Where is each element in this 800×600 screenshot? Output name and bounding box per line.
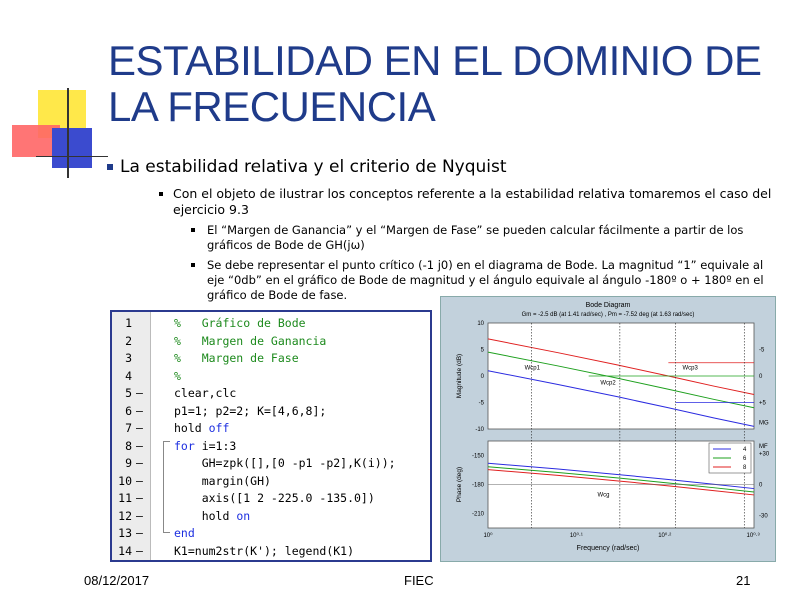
gain-margin-label: MG — [759, 420, 769, 427]
bullet-level1 — [120, 157, 507, 177]
mag-ytick-label: -10 — [475, 427, 484, 433]
code-line — [112, 456, 430, 474]
code-text: GH=zpk([],[0 -p1 -p2],K(i)); — [174, 456, 396, 470]
breakpoint-marker: – — [136, 473, 143, 488]
phase-margin-label: -30 — [759, 513, 768, 520]
xtick-label: 10⁰·² — [658, 533, 672, 539]
code-line — [112, 386, 430, 404]
bullet-level3-a-text: El “Margen de Ganancia” y el “Margen de Fase” se pueden calcular fácilmente a partir de los gráficos de Bode de GH(jω) — [207, 223, 744, 252]
breakpoint-marker: – — [136, 526, 143, 540]
code-line — [112, 421, 430, 439]
breakpoint-marker: – — [136, 543, 143, 558]
breakpoint-marker: – — [136, 403, 143, 418]
mag-ytick-label: 0 — [480, 374, 484, 380]
wcg-annotation: Wcg — [597, 492, 610, 499]
line-number: 1 — [125, 316, 132, 330]
magnitude-ylabel: Magnitude (dB) — [456, 353, 463, 399]
matlab-code-panel — [110, 310, 432, 562]
line-number: 5 — [125, 386, 132, 400]
bullet-square-icon — [191, 263, 195, 267]
code-text: K1=num2str(K'); legend(K1) — [174, 543, 355, 558]
bullet-square-icon — [159, 192, 163, 196]
code-text: % Margen de Ganancia — [174, 333, 327, 348]
phase-margin-label: 0 — [759, 482, 763, 489]
phase-margin-label: MF — [759, 443, 768, 450]
xtick-label: 10⁰ — [483, 533, 493, 539]
bode-figure — [440, 296, 776, 562]
bode-subheading: Gm = -2.5 dB (at 1.41 rad/sec) , Pm = -7.52 deg (at 1.63 rad/sec) — [521, 312, 695, 318]
phase-ytick-label: -150 — [471, 453, 484, 460]
wcp3-annotation: Wcp3 — [682, 365, 698, 372]
code-text: % — [174, 368, 181, 383]
phase-ytick-label: -210 — [471, 511, 484, 518]
line-number: 2 — [125, 333, 132, 348]
bullet-square-icon — [107, 164, 113, 170]
breakpoint-marker: – — [136, 438, 143, 453]
mag-ytick-label: -5 — [478, 400, 484, 407]
line-number: 6 — [125, 403, 132, 418]
code-line — [112, 526, 430, 544]
breakpoint-marker: – — [136, 386, 143, 400]
line-number: 14 — [118, 543, 132, 558]
code-text: hold off — [174, 421, 230, 435]
bullet-square-icon — [191, 228, 195, 232]
line-number: 7 — [125, 421, 132, 435]
gain-margin-label: -5 — [759, 347, 765, 354]
phase-ytick-label: -180 — [471, 482, 484, 489]
code-line — [112, 404, 430, 422]
bullet-level2 — [173, 186, 773, 218]
phase-ylabel: Phase (deg) — [456, 466, 463, 503]
bode-heading: Bode Diagram — [585, 302, 631, 309]
phase-margin-label: +30 — [759, 451, 770, 458]
code-line — [112, 509, 430, 527]
slide-title: ESTABILIDAD EN EL DOMINIO DE LA FRECUENCIA — [108, 37, 762, 130]
code-text: % Gráfico de Bode — [174, 316, 306, 330]
code-line — [112, 491, 430, 509]
bode-diagram-svg — [441, 297, 775, 561]
breakpoint-marker: – — [136, 456, 143, 470]
legend-label: 8 — [743, 465, 747, 471]
breakpoint-marker: – — [136, 421, 143, 435]
breakpoint-marker: – — [136, 491, 143, 505]
code-text: % Margen de Fase — [174, 351, 299, 365]
line-number: 13 — [118, 526, 132, 540]
code-line — [112, 369, 430, 387]
line-number: 10 — [118, 473, 132, 488]
code-line — [112, 351, 430, 369]
x-axis-label: Frequency (rad/sec) — [576, 545, 640, 552]
footer-center: FIEC — [404, 573, 434, 588]
footer-date: 08/12/2017 — [84, 573, 150, 588]
code-text: margin(GH) — [174, 473, 271, 488]
legend-label: 6 — [743, 456, 747, 462]
gain-margin-label: 0 — [759, 374, 763, 380]
code-line — [112, 334, 430, 352]
footer-page-number: 21 — [736, 573, 751, 588]
breakpoint-marker: – — [136, 508, 143, 523]
line-number: 3 — [125, 351, 132, 365]
code-line — [112, 316, 430, 334]
code-line — [112, 544, 430, 562]
code-text: p1=1; p2=2; K=[4,6,8]; — [174, 403, 327, 418]
bullet-level3-a — [207, 223, 777, 253]
xtick-label: 10⁰·³ — [746, 533, 760, 539]
code-line — [112, 474, 430, 492]
wcp1-annotation: Wcp1 — [524, 365, 540, 372]
code-text: clear,clc — [174, 386, 237, 400]
line-number: 4 — [125, 368, 132, 383]
decor-blue-square — [52, 128, 92, 168]
xtick-label: 10⁰·¹ — [569, 533, 583, 539]
line-number: 12 — [118, 508, 132, 523]
code-text: for i=1:3 — [174, 438, 237, 453]
decor-horizontal-line — [36, 156, 108, 157]
mag-ytick-label: 10 — [477, 321, 484, 327]
gain-margin-label: +5 — [759, 400, 766, 407]
decor-vertical-line — [67, 88, 69, 178]
bullet-level1-text: La estabilidad relativa y el criterio de Nyquist — [120, 157, 507, 177]
bullet-level2-text: Con el objeto de ilustrar los conceptos referente a la estabilidad relativa tomaremos el caso del ejercicio 9.3 — [173, 186, 772, 217]
line-number: 8 — [125, 438, 132, 453]
line-number: 9 — [125, 456, 132, 470]
fold-bracket-icon — [163, 441, 170, 533]
legend-label: 4 — [743, 447, 747, 453]
bullet-level3-b-text: Se debe representar el punto crítico (-1 j0) en el diagrama de Bode. La magnitud “1” equivale al eje “0db” en el gráfico de Bode de magnitud y el ángulo equivale al ángulo -180º o + 180º en el gráfico de Bode de fase. — [207, 258, 764, 302]
wcp2-annotation: Wcp2 — [600, 380, 616, 387]
code-line — [112, 439, 430, 457]
code-text: end — [174, 526, 195, 540]
code-text: hold on — [174, 508, 251, 523]
code-text: axis([1 2 -225.0 -135.0]) — [174, 491, 375, 505]
line-number: 11 — [118, 491, 132, 505]
mag-ytick-label: 5 — [480, 347, 484, 354]
